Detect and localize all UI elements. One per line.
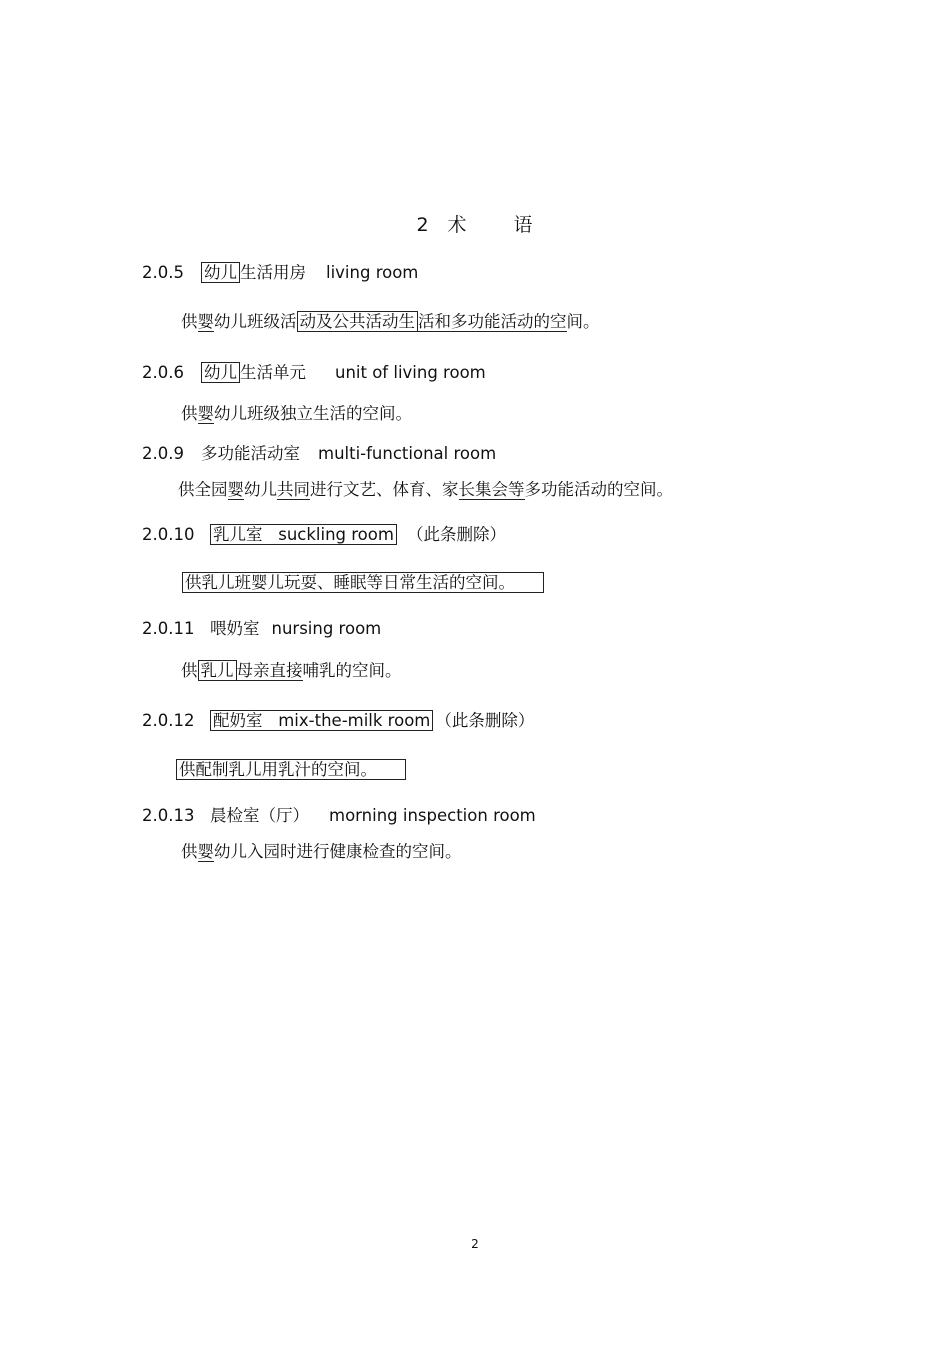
entry-description — [176, 759, 406, 781]
desc-marked: 供配制乳儿用乳汁的空间。 — [176, 759, 406, 780]
desc-text: 间。 — [566, 312, 600, 331]
entry-number: 2.0.6 — [142, 363, 184, 382]
desc-text: 供 — [181, 404, 198, 423]
entry-description — [181, 311, 600, 333]
desc-text: 幼儿 — [244, 480, 277, 499]
entry-heading — [142, 524, 506, 546]
deletion-note: （此条删除） — [406, 525, 506, 544]
desc-text: 幼儿入园时进行健康检查的空间。 — [214, 842, 462, 861]
term-english: living room — [326, 263, 419, 282]
page-number: 2 — [471, 1237, 479, 1251]
term-text: 生活单元 — [240, 363, 306, 382]
entry-heading — [142, 443, 496, 465]
desc-text: 供 — [181, 312, 198, 331]
desc-underlined: 婴 — [227, 480, 244, 499]
chapter-title — [0, 210, 950, 237]
desc-text: 幼儿班级活 — [214, 312, 297, 331]
term-english: nursing room — [271, 619, 382, 638]
term-marked: 乳儿室 suckling room — [210, 524, 397, 545]
chapter-number: 2 — [416, 214, 430, 236]
desc-marked: 供乳儿班婴儿玩耍、睡眠等日常生活的空间。 — [182, 572, 544, 593]
term-english: unit of living room — [335, 363, 486, 382]
entry-number: 2.0.11 — [142, 619, 195, 638]
term-marked: 幼儿 — [201, 262, 240, 283]
entry-description — [178, 479, 673, 501]
desc-marked: 乳儿 — [198, 660, 237, 681]
entry-description — [181, 841, 462, 863]
entry-number: 2.0.13 — [142, 806, 195, 825]
entry-description — [181, 660, 402, 682]
desc-text: 哺乳的空间。 — [302, 661, 402, 680]
entry-description — [181, 403, 412, 425]
term-text: 喂奶室 — [210, 619, 260, 638]
term-marked: 配奶室 mix-the-milk room — [210, 710, 433, 731]
desc-underlined: 婴 — [197, 312, 214, 331]
entry-description — [182, 572, 544, 594]
desc-text: 供 — [181, 842, 198, 861]
desc-text: 供全园 — [178, 480, 228, 499]
entry-heading — [142, 362, 486, 384]
desc-text: 进行文艺、体育、家 — [310, 480, 459, 499]
desc-underlined: 长集会等 — [458, 480, 525, 499]
desc-text: 供 — [181, 661, 198, 680]
desc-underlined: 共同 — [277, 480, 310, 499]
deletion-note: （此条删除） — [435, 711, 535, 730]
desc-marked: 动及公共活动生 — [297, 311, 419, 332]
desc-text: 幼儿班级独立生活的空间。 — [214, 404, 412, 423]
entry-number: 2.0.5 — [142, 263, 184, 282]
desc-underlined: 活和多功能活动的空 — [418, 312, 567, 331]
term-text: 晨检室（厅） — [210, 806, 309, 825]
desc-underlined: 婴 — [197, 404, 214, 423]
desc-underlined: 婴 — [197, 842, 214, 861]
entry-heading — [142, 618, 381, 640]
entry-number: 2.0.10 — [142, 525, 195, 544]
term-text: 生活用房 — [240, 263, 306, 282]
term-english: multi-functional room — [318, 444, 497, 463]
entry-heading — [142, 805, 536, 827]
entry-heading — [142, 710, 534, 732]
term-english: morning inspection room — [329, 806, 536, 825]
term-text: 多功能活动室 — [201, 444, 300, 463]
desc-underlined: 母亲直接 — [236, 661, 303, 680]
chapter-title-char-2: 语 — [513, 214, 534, 236]
entry-number: 2.0.9 — [142, 444, 184, 463]
chapter-title-char-1: 术 — [447, 214, 468, 236]
desc-text: 多功能活动的空间。 — [524, 480, 673, 499]
entry-number: 2.0.12 — [142, 711, 195, 730]
term-marked: 幼儿 — [201, 362, 240, 383]
entry-heading — [142, 262, 418, 284]
